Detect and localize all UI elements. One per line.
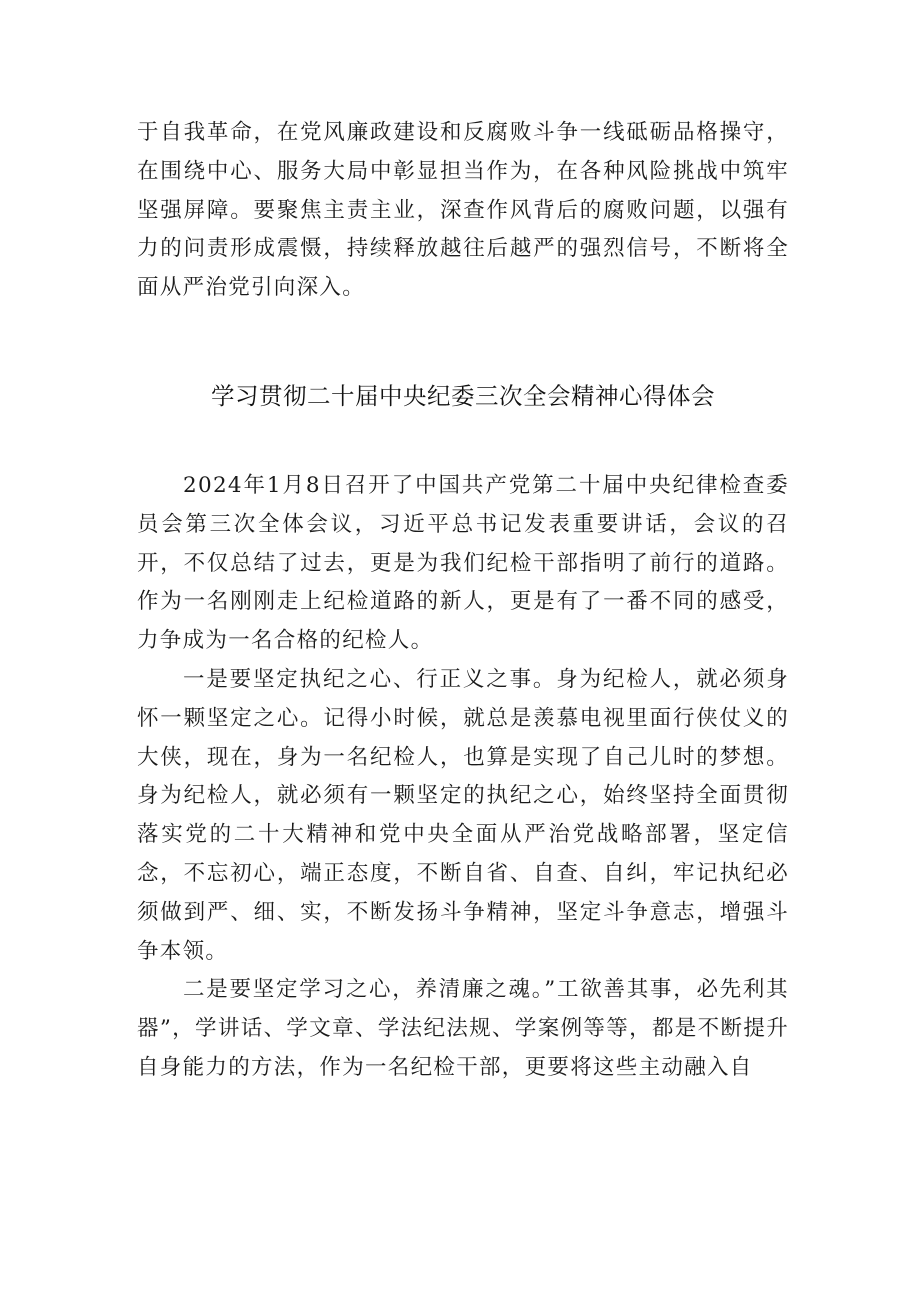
- body-text-block: [137, 467, 789, 1088]
- continued-paragraph: 于自我革命，在党风廉政建设和反腐败斗争一线砥砺品格操守，在围绕中心、服务大局中彰显担当作为，在各种风险挑战中筑牢坚强屏障。要聚焦主责主业，深查作风背后的腐败问题，以强有力的问责形成震慑，持续释放越往后越严的强烈信号，不断将全面从严治党引向深入。: [137, 120, 789, 301]
- body-paragraph-point-one: 一是要坚定执纪之心、行正义之事。身为纪检人，就必须身怀一颗坚定之心。记得小时候，就总是羡慕电视里面行侠仗义的大侠，现在，身为一名纪检人，也算是实现了自己儿时的梦想。身为纪检人，就必须有一颗坚定的执纪之心，始终坚持全面贯彻落实党的二十大精神和党中央全面从严治党战略部署，坚定信念，不忘初心，端正态度，不断自省、自查、自纠，牢记执纪必须做到严、细、实，不断发扬斗争精神，坚定斗争意志，增强斗争本领。: [137, 666, 789, 964]
- continued-text-block: [137, 114, 789, 308]
- document-title: 学习贯彻二十届中央纪委三次全会精神心得体会: [211, 382, 715, 410]
- body-paragraph-intro: 2024年1月8日召开了中国共产党第二十届中央纪律检查委员会第三次全体会议，习近平总书记发表重要讲话，会议的召开，不仅总结了过去，更是为我们纪检干部指明了前行的道路。作为一名刚刚走上纪检道路的新人，更是有了一番不同的感受，力争成为一名合格的纪检人。: [137, 473, 789, 654]
- body-paragraph-point-two: 二是要坚定学习之心，养清廉之魂。”工欲善其事，必先利其器”，学讲话、学文章、学法纪法规、学案例等等，都是不断提升自身能力的方法，作为一名纪检干部，更要将这些主动融入自: [137, 977, 789, 1080]
